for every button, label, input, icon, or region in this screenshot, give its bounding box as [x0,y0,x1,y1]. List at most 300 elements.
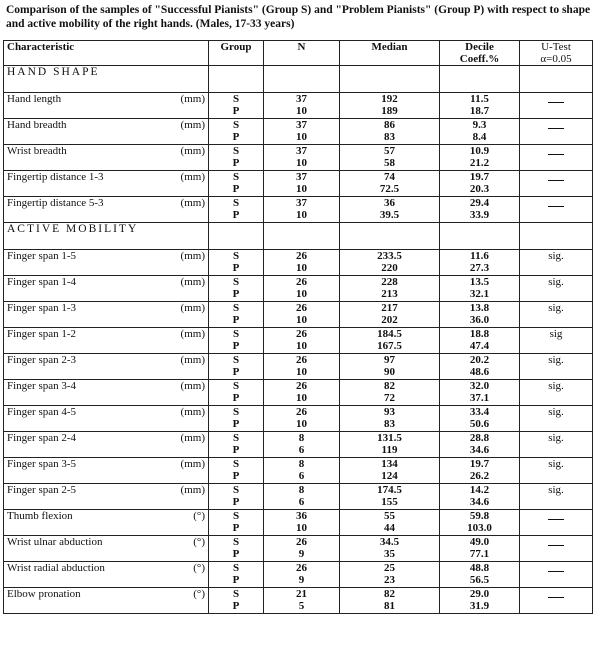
decile-value: 20.3 [469,183,490,195]
decile-value: 49.0 [469,536,490,548]
characteristic-name: Finger span 4-5 [7,406,77,418]
group-cell [209,458,264,484]
table-row [4,119,593,145]
median-value: 39.5 [379,209,400,221]
median-value: 86 [384,119,395,131]
n-value: 37 [296,197,307,209]
n-cell [264,171,340,197]
section-title: HAND SHAPE [4,66,209,93]
characteristic-unit: (mm) [180,197,205,209]
utest-cell [520,119,593,145]
decile-value: 14.2 [469,484,490,496]
group-value: S [232,93,240,105]
table-caption: Comparison of the samples of "Successful Pianists" (Group S) and "Problem Pianists" (Group P) with respect to shape and active mobility of the right hands. (Males, 17-33 years) [6,4,591,30]
median-cell [340,562,440,588]
characteristic-cell [4,536,209,562]
n-value: 10 [296,183,307,195]
decile-cell [440,302,520,328]
decile-value: 34.6 [469,444,490,456]
median-cell [340,328,440,354]
characteristic-unit: (°) [193,588,205,600]
n-value: 26 [296,406,307,418]
decile-value: 56.5 [469,574,490,586]
decile-value: 18.7 [469,105,490,117]
decile-cell [440,276,520,302]
decile-value: 36.0 [469,314,490,326]
decile-value: 103.0 [467,522,492,534]
median-cell [340,406,440,432]
median-value: 58 [384,157,395,169]
n-cell [264,145,340,171]
median-value: 23 [384,574,395,586]
median-value: 174.5 [377,484,402,496]
header-decile-line1: Decile [465,41,494,53]
group-value: S [232,250,240,262]
utest-cell [520,302,593,328]
group-value: S [232,119,240,131]
decile-cell [440,119,520,145]
decile-value: 19.7 [469,458,490,470]
median-value: 72.5 [379,183,400,195]
decile-value: 50.6 [469,418,490,430]
section-title: ACTIVE MOBILITY [4,223,209,250]
decile-cell [440,536,520,562]
group-value: S [232,562,240,574]
n-cell [264,93,340,119]
decile-value: 11.5 [470,93,489,105]
utest-cell [520,250,593,276]
median-cell [340,588,440,614]
median-cell [340,484,440,510]
median-cell [340,197,440,223]
table-row [4,406,593,432]
n-value: 37 [296,145,307,157]
characteristic-unit: (°) [193,562,205,574]
median-value: 25 [384,562,395,574]
group-value: P [232,522,240,534]
n-value: 10 [296,314,307,326]
data-table [3,40,593,614]
decile-cell [440,406,520,432]
decile-value: 48.6 [469,366,490,378]
decile-value: 34.6 [469,496,490,508]
utest-value: sig. [548,250,564,262]
group-value: S [232,380,240,392]
utest-value: sig. [548,380,564,392]
characteristic-name: Finger span 2-5 [7,484,77,496]
utest-cell [520,93,593,119]
group-value: S [232,432,240,444]
n-value: 10 [296,131,307,143]
table-row [4,276,593,302]
utest-cell [520,588,593,614]
median-value: 220 [381,262,398,274]
median-value: 74 [384,171,395,183]
section-empty-cell [520,223,593,250]
median-value: 44 [384,522,395,534]
median-cell [340,250,440,276]
table-row [4,197,593,223]
group-value: S [232,145,240,157]
group-value: P [232,131,240,143]
characteristic-cell [4,484,209,510]
characteristic-unit: (mm) [180,171,205,183]
characteristic-cell [4,276,209,302]
n-value: 10 [296,418,307,430]
group-cell [209,171,264,197]
group-value: S [232,458,240,470]
characteristic-name: Elbow pronation [7,588,81,600]
group-value: P [232,366,240,378]
median-value: 134 [381,458,398,470]
decile-value: 13.8 [469,302,490,314]
utest-value: sig. [548,458,564,470]
table-row [4,484,593,510]
characteristic-unit: (mm) [180,302,205,314]
decile-value: 11.6 [470,250,489,262]
decile-cell [440,432,520,458]
characteristic-unit: (mm) [180,484,205,496]
group-cell [209,432,264,458]
median-cell [340,380,440,406]
decile-value: 26.2 [469,470,490,482]
header-group: Group [209,41,264,66]
section-empty-cell [520,66,593,93]
table-row [4,562,593,588]
n-value: 37 [296,93,307,105]
group-value: S [232,328,240,340]
characteristic-name: Wrist breadth [7,145,67,157]
n-value: 10 [296,288,307,300]
section-empty-cell [440,223,520,250]
n-cell [264,562,340,588]
n-cell [264,510,340,536]
characteristic-cell [4,302,209,328]
decile-cell [440,197,520,223]
characteristic-name: Wrist radial abduction [7,562,105,574]
characteristic-name: Fingertip distance 5-3 [7,197,104,209]
utest-dash [548,154,564,155]
n-value: 10 [296,157,307,169]
median-value: 233.5 [377,250,402,262]
utest-dash [548,519,564,520]
median-cell [340,119,440,145]
section-empty-cell [264,223,340,250]
n-value: 10 [296,366,307,378]
characteristic-unit: (mm) [180,380,205,392]
section-row [4,66,593,93]
characteristic-cell [4,562,209,588]
decile-value: 13.5 [469,276,490,288]
median-value: 35 [384,548,395,560]
n-cell [264,432,340,458]
decile-value: 33.9 [469,209,490,221]
group-value: P [232,548,240,560]
median-cell [340,171,440,197]
median-value: 192 [381,93,398,105]
header-utest-line1: U-Test [541,41,571,53]
n-cell [264,276,340,302]
table-row [4,171,593,197]
n-cell [264,406,340,432]
group-cell [209,328,264,354]
n-cell [264,302,340,328]
characteristic-unit: (°) [193,536,205,548]
n-value: 26 [296,380,307,392]
median-value: 97 [384,354,395,366]
decile-value: 48.8 [469,562,490,574]
group-cell [209,588,264,614]
median-value: 82 [384,588,395,600]
n-value: 8 [298,432,305,444]
utest-cell [520,145,593,171]
n-value: 10 [296,522,307,534]
table-row [4,458,593,484]
group-cell [209,354,264,380]
decile-value: 31.9 [469,600,490,612]
characteristic-name: Finger span 1-4 [7,276,77,288]
median-cell [340,458,440,484]
n-value: 26 [296,250,307,262]
utest-value: sig. [548,302,564,314]
utest-dash [548,597,564,598]
group-value: S [232,406,240,418]
median-value: 83 [384,418,395,430]
decile-value: 18.8 [469,328,490,340]
decile-value: 59.8 [469,510,490,522]
median-value: 55 [384,510,395,522]
n-value: 26 [296,302,307,314]
median-value: 213 [381,288,398,300]
section-empty-cell [209,66,264,93]
group-value: S [232,588,240,600]
group-cell [209,302,264,328]
section-empty-cell [440,66,520,93]
group-value: P [232,157,240,169]
n-cell [264,119,340,145]
group-value: P [232,418,240,430]
characteristic-cell [4,432,209,458]
n-value: 37 [296,171,307,183]
header-decile [440,41,520,66]
group-cell [209,250,264,276]
median-value: 90 [384,366,395,378]
n-value: 10 [296,340,307,352]
n-value: 26 [296,328,307,340]
group-value: P [232,183,240,195]
header-decile-line2: Coeff.% [459,53,500,65]
group-cell [209,536,264,562]
header-characteristic: Characteristic [4,41,209,66]
utest-dash [548,571,564,572]
n-cell [264,328,340,354]
group-cell [209,510,264,536]
utest-dash [548,545,564,546]
characteristic-cell [4,328,209,354]
group-cell [209,197,264,223]
n-value: 8 [298,484,305,496]
decile-value: 27.3 [469,262,490,274]
characteristic-unit: (mm) [180,119,205,131]
decile-cell [440,93,520,119]
decile-value: 29.4 [469,197,490,209]
decile-value: 19.7 [469,171,490,183]
n-value: 10 [296,105,307,117]
table-row [4,302,593,328]
utest-dash [548,128,564,129]
table-row [4,380,593,406]
median-value: 57 [384,145,395,157]
median-cell [340,510,440,536]
characteristic-cell [4,510,209,536]
decile-cell [440,145,520,171]
n-value: 26 [296,536,307,548]
median-value: 72 [384,392,395,404]
n-cell [264,197,340,223]
characteristic-cell [4,93,209,119]
table-row [4,93,593,119]
group-value: P [232,470,240,482]
group-value: S [232,197,240,209]
median-value: 202 [381,314,398,326]
median-cell [340,354,440,380]
group-value: S [232,171,240,183]
group-cell [209,562,264,588]
utest-value: sig. [548,354,564,366]
characteristic-unit: (mm) [180,406,205,418]
utest-cell [520,510,593,536]
median-value: 119 [381,444,398,456]
characteristic-cell [4,145,209,171]
characteristic-name: Wrist ulnar abduction [7,536,103,548]
characteristic-name: Finger span 3-5 [7,458,77,470]
characteristic-name: Finger span 2-4 [7,432,77,444]
header-row [4,41,593,66]
n-value: 21 [296,588,307,600]
n-cell [264,250,340,276]
table-row [4,588,593,614]
decile-cell [440,171,520,197]
median-value: 217 [381,302,398,314]
utest-cell [520,562,593,588]
n-cell [264,354,340,380]
median-cell [340,93,440,119]
decile-cell [440,510,520,536]
median-cell [340,302,440,328]
section-empty-cell [209,223,264,250]
group-value: P [232,496,240,508]
decile-cell [440,328,520,354]
decile-cell [440,354,520,380]
utest-value: sig. [548,432,564,444]
utest-cell [520,171,593,197]
median-value: 81 [384,600,395,612]
decile-cell [440,588,520,614]
decile-value: 20.2 [469,354,490,366]
group-value: P [232,392,240,404]
utest-cell [520,354,593,380]
n-value: 6 [298,470,305,482]
decile-value: 47.4 [469,340,490,352]
median-value: 82 [384,380,395,392]
table-row [4,510,593,536]
decile-value: 21.2 [469,157,490,169]
characteristic-cell [4,354,209,380]
characteristic-cell [4,250,209,276]
decile-cell [440,250,520,276]
median-value: 93 [384,406,395,418]
table-row [4,250,593,276]
n-cell [264,536,340,562]
group-value: S [232,354,240,366]
utest-cell [520,432,593,458]
utest-cell [520,406,593,432]
utest-cell [520,276,593,302]
median-value: 189 [381,105,398,117]
n-value: 5 [298,600,305,612]
characteristic-unit: (°) [193,510,205,522]
group-value: P [232,600,240,612]
median-value: 36 [384,197,395,209]
header-median: Median [340,41,440,66]
decile-value: 29.0 [469,588,490,600]
median-cell [340,276,440,302]
characteristic-name: Finger span 1-5 [7,250,77,262]
n-cell [264,484,340,510]
utest-cell [520,484,593,510]
median-value: 167.5 [377,340,402,352]
n-value: 37 [296,119,307,131]
utest-value: sig [549,328,563,340]
median-value: 155 [381,496,398,508]
group-value: P [232,105,240,117]
characteristic-unit: (mm) [180,328,205,340]
utest-dash [548,102,564,103]
group-cell [209,119,264,145]
header-utest [520,41,593,66]
n-value: 36 [296,510,307,522]
n-value: 26 [296,354,307,366]
characteristic-name: Finger span 1-3 [7,302,77,314]
decile-value: 77.1 [469,548,490,560]
utest-cell [520,328,593,354]
group-cell [209,145,264,171]
group-value: S [232,536,240,548]
n-value: 26 [296,562,307,574]
header-utest-line2: α=0.05 [540,53,572,65]
n-value: 6 [298,496,305,508]
n-cell [264,380,340,406]
decile-value: 10.9 [469,145,490,157]
decile-value: 33.4 [469,406,490,418]
group-value: P [232,574,240,586]
section-row [4,223,593,250]
characteristic-cell [4,406,209,432]
utest-dash [548,180,564,181]
utest-cell [520,536,593,562]
median-cell [340,145,440,171]
decile-cell [440,458,520,484]
median-value: 131.5 [377,432,402,444]
group-cell [209,93,264,119]
decile-value: 28.8 [469,432,490,444]
group-value: S [232,510,240,522]
table-row [4,536,593,562]
table-body [4,66,593,614]
characteristic-unit: (mm) [180,145,205,157]
group-value: S [232,484,240,496]
n-value: 10 [296,262,307,274]
